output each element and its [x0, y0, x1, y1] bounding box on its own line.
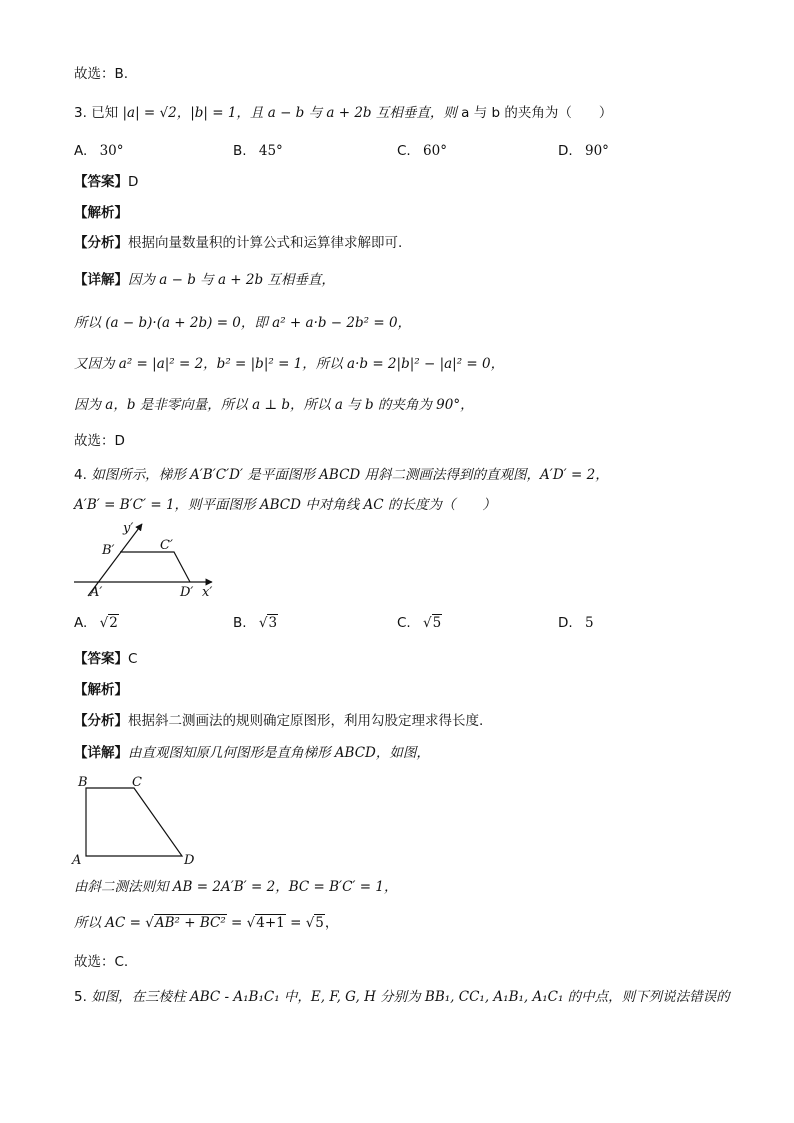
q3-answer — [74, 172, 138, 192]
answer-value: D — [128, 174, 139, 190]
label-a: A′ — [90, 585, 103, 600]
option-label: B. — [233, 143, 247, 159]
q4-option-c: C. √5 — [397, 615, 442, 631]
option-label: B. — [233, 615, 247, 631]
q4-line-3: 所以 AC = √AB² + BC² = √4+1 = √5， — [74, 915, 339, 931]
q3-conclusion: 故选：D — [74, 433, 125, 449]
option-value: 2 — [109, 615, 118, 631]
option-label: D. — [558, 615, 573, 631]
fenxi-text: 根据斜二测画法的规则确定原图形，利用勾股定理求得长度. — [128, 713, 484, 729]
option-value: 90° — [584, 143, 609, 159]
q4-stem-1 — [74, 465, 609, 485]
q4-option-d — [558, 613, 594, 633]
q3-stem-end: a 与 b 的夹角为（ ） — [461, 105, 613, 121]
label-y: y′ — [123, 521, 134, 536]
q4-xiangjie — [74, 743, 430, 763]
fenxi-tag: 【分析】 — [74, 713, 128, 729]
option-value: 3 — [268, 615, 278, 631]
q3-stem-given: |a| = √2，|b| = 1，且 — [122, 105, 264, 121]
q5-stem-text: 如图，在三棱柱 ABC - A₁B₁C₁ 中，E, F, G, H 分别为 BB₁, CC₁, A₁B₁, A₁C₁ 的中点，则下列说法错误的 — [91, 989, 730, 1005]
q4-figure-oblique — [70, 518, 220, 600]
q3-fenxi — [74, 233, 402, 253]
label-b: B — [78, 775, 88, 790]
label-b: B′ — [102, 543, 115, 558]
q4-option-b: B. √3 — [233, 615, 278, 631]
line-3-radicand-2: 4+1 — [256, 915, 285, 931]
q5-stem — [74, 987, 730, 1007]
xiangjie-tag: 【详解】 — [74, 745, 128, 761]
option-value: 60° — [423, 143, 447, 159]
xiangjie-text: 由直观图知原几何图形是直角梯形 ABCD，如图， — [128, 745, 430, 761]
q3-analysis-tag: 【解析】 — [74, 205, 128, 221]
q4-option-a: A. √2 — [74, 615, 118, 631]
q3-stem — [74, 103, 612, 123]
answer-tag: 【答案】 — [74, 174, 128, 190]
q4-conclusion: 故选：C. — [74, 954, 129, 970]
q3-line-2: 所以 (a − b)·(a + 2b) = 0，即 a² + a·b − 2b² = 0， — [74, 315, 412, 331]
q3-stem-mid: a − b 与 a + 2b 互相垂直，则 — [267, 105, 457, 121]
xiangjie-text: 因为 a − b 与 a + 2b 互相垂直， — [128, 272, 335, 288]
answer-value: C — [128, 651, 138, 667]
q3-stem-prefix: 已知 — [91, 105, 119, 121]
q3-option-b — [233, 141, 283, 161]
q2-conclusion: 故选：B. — [74, 66, 129, 82]
answer-tag: 【答案】 — [74, 651, 128, 667]
option-value: 5 — [584, 615, 594, 631]
label-c: C′ — [160, 538, 173, 553]
q3-line-4: 因为 a，b 是非零向量，所以 a ⊥ b，所以 a 与 b 的夹角为 90°， — [74, 397, 474, 413]
fenxi-text: 根据向量数量积的计算公式和运算律求解即可. — [128, 235, 403, 251]
label-d: D′ — [180, 585, 194, 600]
option-label: C. — [397, 143, 411, 159]
q3-option-d — [558, 141, 609, 161]
option-label: A. — [74, 143, 88, 159]
xiangjie-tag: 【详解】 — [74, 272, 128, 288]
line-3-suffix: ， — [324, 915, 339, 931]
label-x: x′ — [202, 585, 213, 600]
q4-line-2: 由斜二测法则知 AB = 2A′B′ = 2，BC = B′C′ = 1， — [74, 879, 398, 895]
line-3-prefix: 所以 AC = — [74, 915, 146, 931]
q4-stem-text-1: 如图所示，梯形 A′B′C′D′ 是平面图形 ABCD 用斜二测画法得到的直观图，A′D′ = 2， — [91, 467, 609, 483]
q4-fenxi — [74, 711, 483, 731]
q4-figure-original — [70, 772, 210, 868]
q3-option-c — [397, 141, 447, 161]
q5-number: 5. — [74, 989, 87, 1005]
q3-xiangjie — [74, 270, 335, 290]
fenxi-tag: 【分析】 — [74, 235, 128, 251]
label-c: C — [132, 775, 142, 790]
option-value: 5 — [432, 615, 442, 631]
q3-number: 3. — [74, 105, 87, 121]
q4-number: 4. — [74, 467, 87, 483]
option-label: A. — [74, 615, 88, 631]
option-label: C. — [397, 615, 411, 631]
trapezoid-oblique — [120, 552, 190, 582]
option-value: 30° — [99, 143, 124, 159]
label-a: A — [72, 853, 82, 868]
q4-analysis-tag: 【解析】 — [74, 682, 128, 698]
trapezoid-original — [86, 788, 182, 856]
q4-answer — [74, 649, 137, 669]
line-3-radicand-3: 5 — [315, 915, 324, 931]
q3-line-3: 又因为 a² = |a|² = 2，b² = |b|² = 1，所以 a·b = 2|b|² − |a|² = 0， — [74, 356, 505, 372]
q3-option-a — [74, 141, 124, 161]
option-value: 45° — [258, 143, 283, 159]
option-label: D. — [558, 143, 573, 159]
q4-stem-2: A′B′ = B′C′ = 1，则平面图形 ABCD 中对角线 AC 的长度为（ ） — [74, 497, 496, 513]
label-d: D — [184, 853, 195, 868]
line-3-radicand-1: AB² + BC² — [154, 915, 226, 931]
